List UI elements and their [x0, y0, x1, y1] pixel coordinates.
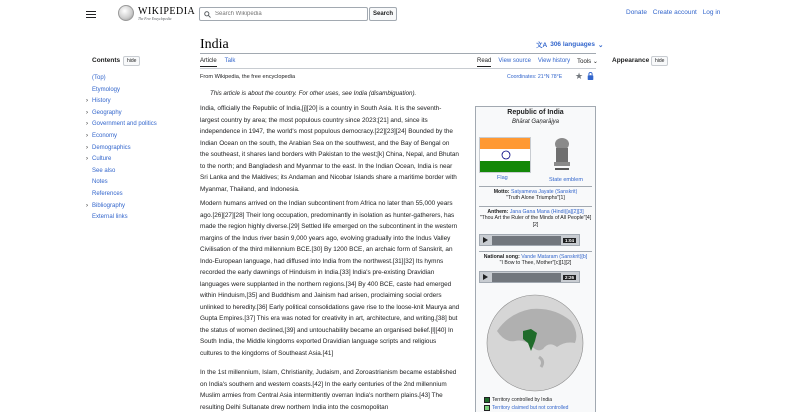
- lock-icon[interactable]: [587, 72, 594, 80]
- sidebar-item-history[interactable]: [86, 96, 157, 108]
- language-count: 306 languages: [550, 41, 596, 48]
- anthem-duration: 1:04: [564, 237, 574, 243]
- sidebar-item-etymology[interactable]: [86, 85, 157, 97]
- sidebar-item-culture[interactable]: [86, 154, 157, 166]
- emblem-caption[interactable]: State emblem: [549, 177, 583, 183]
- play-icon[interactable]: [483, 237, 488, 243]
- create-account-link[interactable]: Create account: [652, 9, 697, 16]
- tab-view-history[interactable]: View history: [537, 58, 571, 64]
- sidebar-item-economy[interactable]: [86, 131, 157, 143]
- hatnote: This article is about the country. For other uses, see India (disambiguation).: [210, 90, 417, 97]
- wikipedia-globe-logo[interactable]: [118, 5, 134, 21]
- tools-menu[interactable]: [577, 58, 598, 67]
- chevron-right-icon[interactable]: ›: [86, 109, 88, 116]
- table-of-contents: [86, 73, 157, 224]
- flag-stripe-green: [480, 161, 530, 172]
- sidebar-item-label: History: [92, 98, 111, 105]
- ashoka-chakra-icon: [501, 149, 511, 161]
- article-paragraph-1: India, officially the Republic of India,[j][20] is a country in South Asia. It is the seventh-largest country by area; the most populous country since 2023;[21] and, since its independence in 1947, the world's most populous democracy.[22][23][24] Bounded by the Indian Ocean on the south, the Arabian Sea on the southwest, and the Bay of Bengal on the southeast, it shares land borders with Pakistan to the west;[k] China, Nepal, and Bhutan to the north; and Bangladesh and Myanmar to the east. In the Indian Ocean, India is near Sri Lanka and the Maldives; its Andaman and Nicobar Islands share a maritime border with Myanmar, Thailand, and Indonesia.: [200, 105, 459, 193]
- tab-view-source[interactable]: View source: [498, 58, 531, 64]
- appearance-hide-button[interactable]: hide: [651, 56, 668, 66]
- search-icon: [204, 11, 211, 18]
- chevron-right-icon[interactable]: ›: [86, 132, 88, 139]
- sidebar-item-label: Etymology: [92, 86, 121, 93]
- log-in-link[interactable]: Log in: [702, 9, 721, 16]
- chevron-right-icon[interactable]: ›: [86, 98, 88, 105]
- anthem-value[interactable]: Jana Gana Mana (Hindi)[a][2][3]: [509, 209, 584, 215]
- play-icon[interactable]: [483, 274, 488, 280]
- sidebar-item-see-also[interactable]: [86, 166, 157, 178]
- infobox-divider: [479, 206, 592, 207]
- search-input[interactable]: [215, 11, 355, 17]
- legend-swatch-controlled: [484, 397, 490, 403]
- search-box[interactable]: [199, 7, 368, 21]
- language-selector[interactable]: [536, 40, 603, 49]
- infobox-title: Republic of India: [507, 109, 564, 116]
- legend-swatch-claimed: [484, 405, 490, 411]
- sidebar-item-label: Demographics: [92, 144, 131, 151]
- sidebar-item-label: Geography: [92, 109, 122, 116]
- sidebar-item-bibliography[interactable]: [86, 201, 157, 213]
- watch-star-icon[interactable]: ★: [575, 71, 584, 81]
- view-tabs: [477, 58, 598, 67]
- flag-stripe-saffron: [480, 138, 530, 149]
- song-label: National song:: [483, 254, 520, 260]
- user-links: [626, 9, 724, 16]
- legend-controlled: [484, 397, 552, 403]
- tools-label: Tools: [577, 59, 592, 65]
- sidebar-item-label: Economy: [92, 132, 118, 139]
- sidebar-item-label: Bibliography: [92, 202, 126, 209]
- song-translation: "I Bow to Thee, Mother"[c][1][2]: [499, 260, 572, 267]
- motto-translation: "Truth Alone Triumphs"[1]: [506, 195, 565, 202]
- song-duration: 2:26: [564, 274, 574, 280]
- tabs-divider: [200, 68, 596, 69]
- infobox-national-song: [479, 254, 592, 267]
- chevron-right-icon[interactable]: ›: [86, 121, 88, 128]
- coordinates-link[interactable]: Coordinates: 21°N 78°E: [507, 74, 563, 80]
- location-map-image[interactable]: [479, 291, 592, 395]
- legend-controlled-label: Territory controlled by India: [492, 397, 553, 403]
- sidebar-item-label: Culture: [92, 156, 112, 163]
- namespace-tabs: [200, 58, 235, 67]
- chevron-right-icon[interactable]: ›: [86, 156, 88, 163]
- infobox-divider: [479, 251, 592, 252]
- article-paragraph-3: In the 1st millennium, Islam, Christianity, Judaism, and Zoroastrianism became established on India's southern and western coasts.[42] In the early centuries of the 2nd millennium Muslim armies from Central Asia intermittently overran India's northern plains.[43] The resulting Delhi Sultanate drew northern India into the cosmopolitan: [200, 369, 457, 411]
- sidebar-item-demographics[interactable]: [86, 143, 157, 155]
- wikipedia-tagline: The Free Encyclopedia: [138, 17, 172, 21]
- anthem-audio-player[interactable]: [479, 234, 580, 246]
- legend-claimed-label[interactable]: Territory claimed but not controlled: [492, 405, 569, 411]
- sidebar-item-geography[interactable]: [86, 108, 157, 120]
- infobox-native-name: Bhārat Gaṇarājya: [511, 119, 560, 125]
- flag-stripe-white: [480, 149, 530, 160]
- chevron-right-icon[interactable]: ›: [86, 144, 88, 151]
- song-value[interactable]: Vande Mataram (Sanskrit)[b]: [521, 254, 588, 260]
- anthem-label: Anthem:: [487, 209, 509, 215]
- translate-icon: 文A: [536, 42, 548, 49]
- site-subtitle: From Wikipedia, the free encyclopedia: [200, 74, 296, 80]
- flag-caption[interactable]: Flag: [497, 175, 508, 181]
- appearance-heading: Appearance: [612, 57, 650, 64]
- contents-hide-button[interactable]: hide: [123, 56, 140, 66]
- sidebar-item-label: References: [92, 190, 123, 197]
- sidebar-item-notes[interactable]: [86, 177, 157, 189]
- flag-image[interactable]: [479, 137, 531, 173]
- anthem-translation: "Thou Art the Ruler of the Minds of All People"[4][2]: [479, 215, 592, 228]
- motto-value[interactable]: Satyameva Jayate (Sanskrit): [510, 189, 578, 195]
- motto-label: Motto:: [493, 189, 510, 195]
- infobox-motto: [479, 189, 592, 202]
- chevron-right-icon[interactable]: ›: [86, 202, 88, 209]
- sidebar-item-label: External links: [92, 214, 128, 221]
- sidebar-item-references[interactable]: [86, 189, 157, 201]
- audio-progress-bar[interactable]: [492, 273, 561, 282]
- tab-talk[interactable]: Talk: [224, 58, 236, 64]
- contents-heading: Contents: [92, 57, 121, 64]
- sidebar-item-label: Notes: [92, 179, 108, 186]
- sidebar-item-top[interactable]: [86, 73, 157, 85]
- chevron-down-icon: ⌄: [598, 41, 604, 49]
- search-button[interactable]: Search: [369, 7, 397, 21]
- audio-progress-bar[interactable]: [492, 236, 561, 245]
- sidebar-item-government-and-politics[interactable]: [86, 119, 157, 131]
- song-audio-player[interactable]: [479, 271, 580, 283]
- infobox-divider: [479, 186, 592, 187]
- infobox-anthem: [479, 209, 592, 228]
- legend-claimed: [484, 405, 568, 411]
- tab-read[interactable]: Read: [477, 58, 491, 67]
- article-paragraph-2: Modern humans arrived on the Indian subcontinent from Africa no later than 55,000 years ago.[26][27][28] Their long occupation, predominantly in isolation as hunter-gatherers, has made the region highly diverse.[29] Settled life emerged on the subcontinent in the western margins of the Indus river basin 9,000 years ago, evolving gradually into the Indus Valley Civilisation of the third millennium BCE.[30] By 1200 BCE, an archaic form of Sanskrit, an Indo-European language, had diffused into India from the northwest.[31][32] Its hymns recorded the early dawnings of Hinduism in India.[33] India's pre-existing Dravidian languages were supplanted in the northern regions.[34] By 400 BCE, caste had emerged within Hinduism,[35] and Buddhism and Jainism had arisen, proclaiming social orders unlinked to heredity.[36] Early political consolidations gave rise to the loose-knit Maurya and Gupta Empires.[37] This era was noted for creativity in art, architecture, and writing,[38] but the status of women declined,[39] and untouchability became an organised belief.[l][40] In South India, the Middle kingdoms exported Dravidian language scripts and religious cultures to the kingdoms of Southeast Asia.[41]: [200, 200, 460, 357]
- page-title: India: [200, 37, 229, 52]
- state-emblem-image[interactable]: [551, 136, 573, 174]
- main-menu-icon[interactable]: [86, 9, 96, 18]
- sidebar-item-external-links[interactable]: [86, 212, 157, 224]
- sidebar-item-label: (Top): [92, 75, 106, 81]
- donate-link[interactable]: Donate: [626, 9, 647, 16]
- wikipedia-wordmark[interactable]: WIKIPEDIA: [138, 6, 196, 17]
- tab-article[interactable]: Article: [200, 58, 217, 67]
- title-divider: [200, 53, 596, 54]
- chevron-down-icon: ⌄: [592, 59, 598, 65]
- sidebar-item-label: Government and politics: [92, 121, 157, 128]
- sidebar-item-label: See also: [92, 167, 116, 174]
